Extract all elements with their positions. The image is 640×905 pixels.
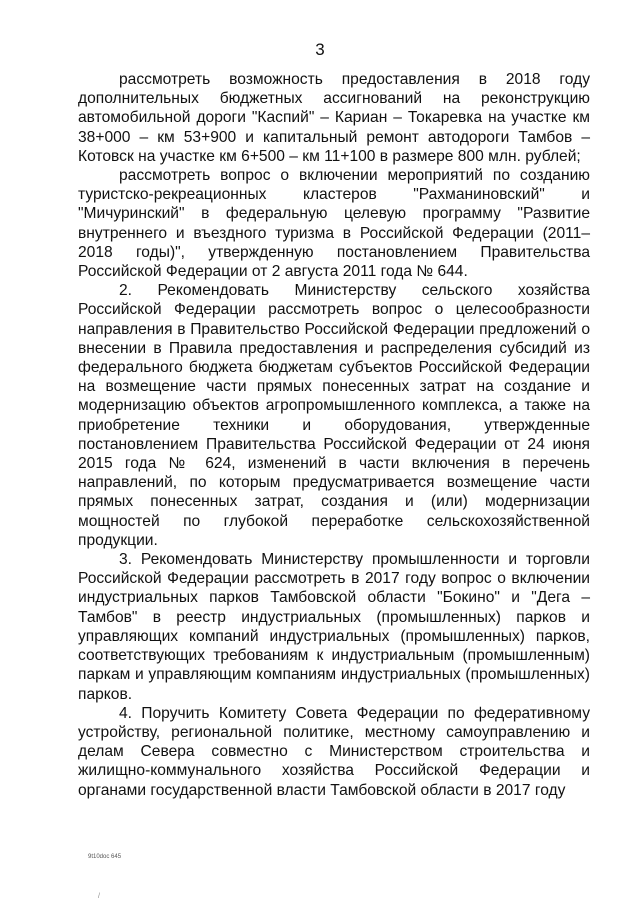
scan-corner-mark: / bbox=[98, 893, 100, 900]
paragraph-item-3-industry: 3. Рекомендовать Министерству промышленности и торговли Российской Федерации рассмотреть в 2017 году вопрос о включении индустриальных парков Тамбовской области "Бокино" и "Дега – Тамбов" в реестр индустриальных (промышленных) парков и управляющих компаний индустриальных (промышленных) парков, соответствующих требованиям к индустриальным (промышленным) паркам и управляющим компаниям индустриальных (промышленных) парков. bbox=[78, 551, 590, 703]
paragraph-tourism-clusters: рассмотреть вопрос о включении мероприятий по созданию туристско-рекреационных кластеров "Рахманиновский" и "Мичуринский" в федеральную целевую программу "Развитие внутреннего и въездного туризма в Российской Федерации (2011–2018 годы)", утвержденную постановлением Правительства Российской Федерации от 2 августа 2011 года № 644. bbox=[78, 167, 590, 281]
paragraph-road-funding: рассмотреть возможность предоставления в 2018 году дополнительных бюджетных ассигнований на реконструкцию автомобильной дороги "Каспий" – Кариан – Токаревка на участке км 38+000 – км 53+900 и капитальный ремонт автодороги Тамбов – Котовск на участке км 6+500 – км 11+100 в размере 800 млн. рублей; bbox=[78, 71, 590, 165]
paragraph-item-4-committee: 4. Поручить Комитету Совета Федерации по федеративному устройству, региональной политике, местному самоуправлению и делам Севера совместно с Министерством строительства и жилищно-коммунального хозяйства Российской Федерации и органами государственной власти Тамбовской области в 2017 году bbox=[78, 704, 590, 799]
document-body bbox=[78, 70, 590, 800]
footer-file-code: 9t10doc 645 bbox=[88, 854, 122, 860]
paragraph-item-2-agriculture: 2. Рекомендовать Министерству сельского хозяйства Российской Федерации рассмотреть вопрос о целесообразности направления в Правительство Российской Федерации предложений о внесении в Правила предоставления и распределения субсидий из федерального бюджета бюджетам субъектов Российской Федерации на возмещение части прямых понесенных затрат на создание и модернизацию объектов агропромышленного комплекса, а также на приобретение техники и оборудования, утвержденные постановлением Правительства Российской Федерации от 24 июня 2015 года № 624, изменений в части включения в перечень направлений, по которым предусматривается возмещение части прямых понесенных затрат, создания и (или) модернизации мощностей по глубокой переработке сельскохозяйственной продукции. bbox=[78, 282, 590, 549]
page-number: 3 bbox=[315, 40, 325, 59]
